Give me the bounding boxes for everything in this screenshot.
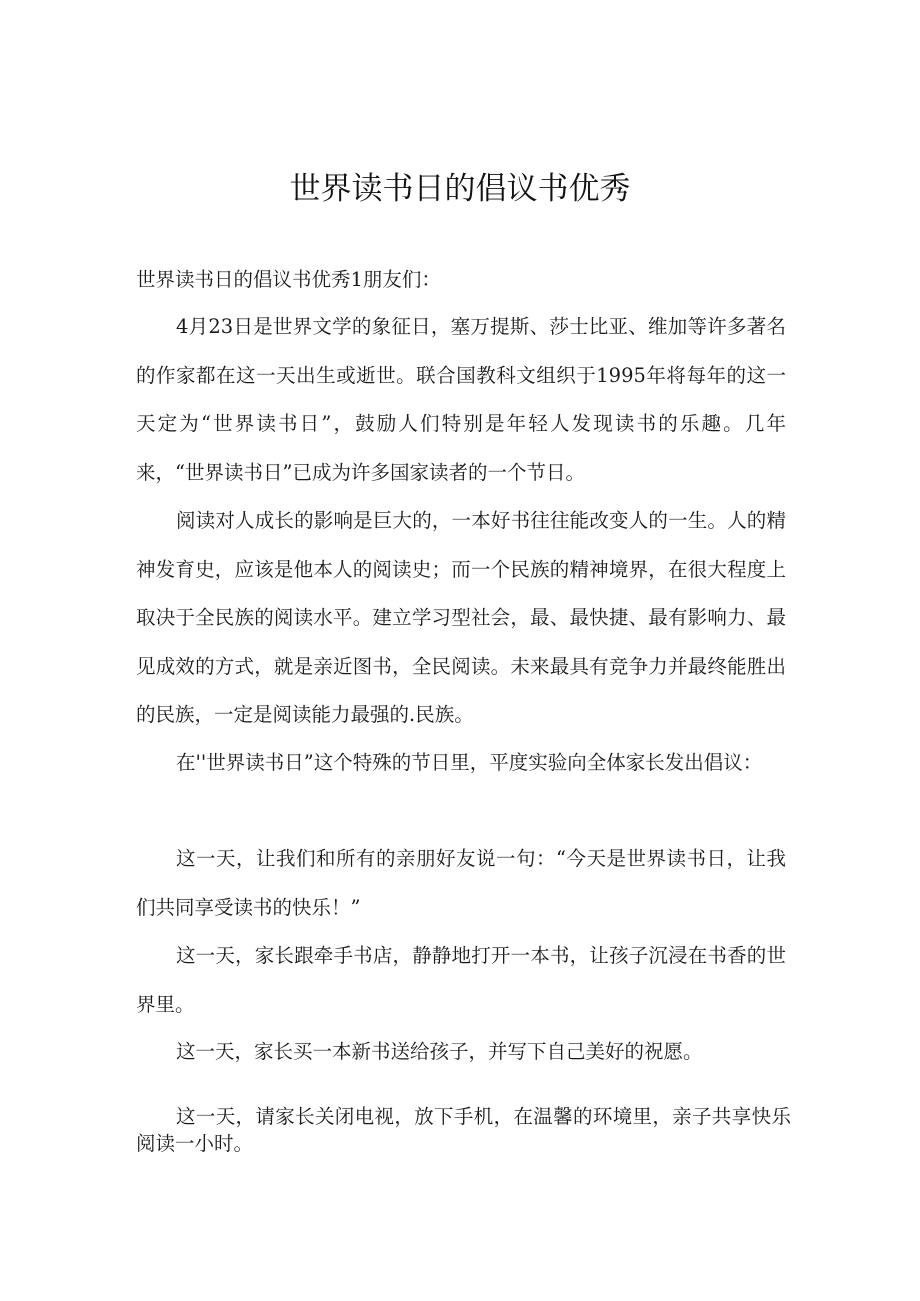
paragraph-7: 这一天，请家长关闭电视，放下手机，在温馨的环境里，亲子共享快乐阅读一小时。 xyxy=(136,1105,791,1155)
salutation: 世界读书日的倡议书优秀1朋友们： xyxy=(136,268,441,291)
paragraph-5: 这一天，家长跟牵手书店，静静地打开一本书，让孩子沉浸在书香的世界里。 xyxy=(136,944,786,1016)
paragraph-1: 4月23日是世界文学的象征日，塞万提斯、莎士比亚、维加等许多著名的作家都在这一天出生或逝世。联合国教科文组织于1995年将每年的这一天定为“世界读书日”，鼓励人们特别是年轻人发现读书的乐趣。几年来，“世界读书日”已成为许多国家读者的一个节日。 xyxy=(136,315,786,484)
paragraph-2: 阅读对人成长的影响是巨大的，一本好书往往能改变人的一生。人的精神发育史，应该是他本人的阅读史；而一个民族的精神境界，在很大程度上取决于全民族的阅读水平。建立学习型社会，最、最快捷、最有影响力、最见成效的方式，就是亲近图书，全民阅读。未来最具有竞争力并最终能胜出的民族，一定是阅读能力最强的.民族。 xyxy=(136,509,786,726)
paragraph-4: 这一天，让我们和所有的亲朋好友说一句：“今天是世界读书日，让我们共同享受读书的快乐！” xyxy=(136,847,786,919)
document-title: 世界读书日的倡议书优秀 xyxy=(289,171,631,207)
paragraph-3: 在''世界读书日”这个特殊的节日里，平度实验向全体家长发出倡议： xyxy=(176,751,763,774)
paragraph-6: 这一天，家长买一本新书送给孩子，并写下自己美好的祝愿。 xyxy=(176,1040,703,1063)
